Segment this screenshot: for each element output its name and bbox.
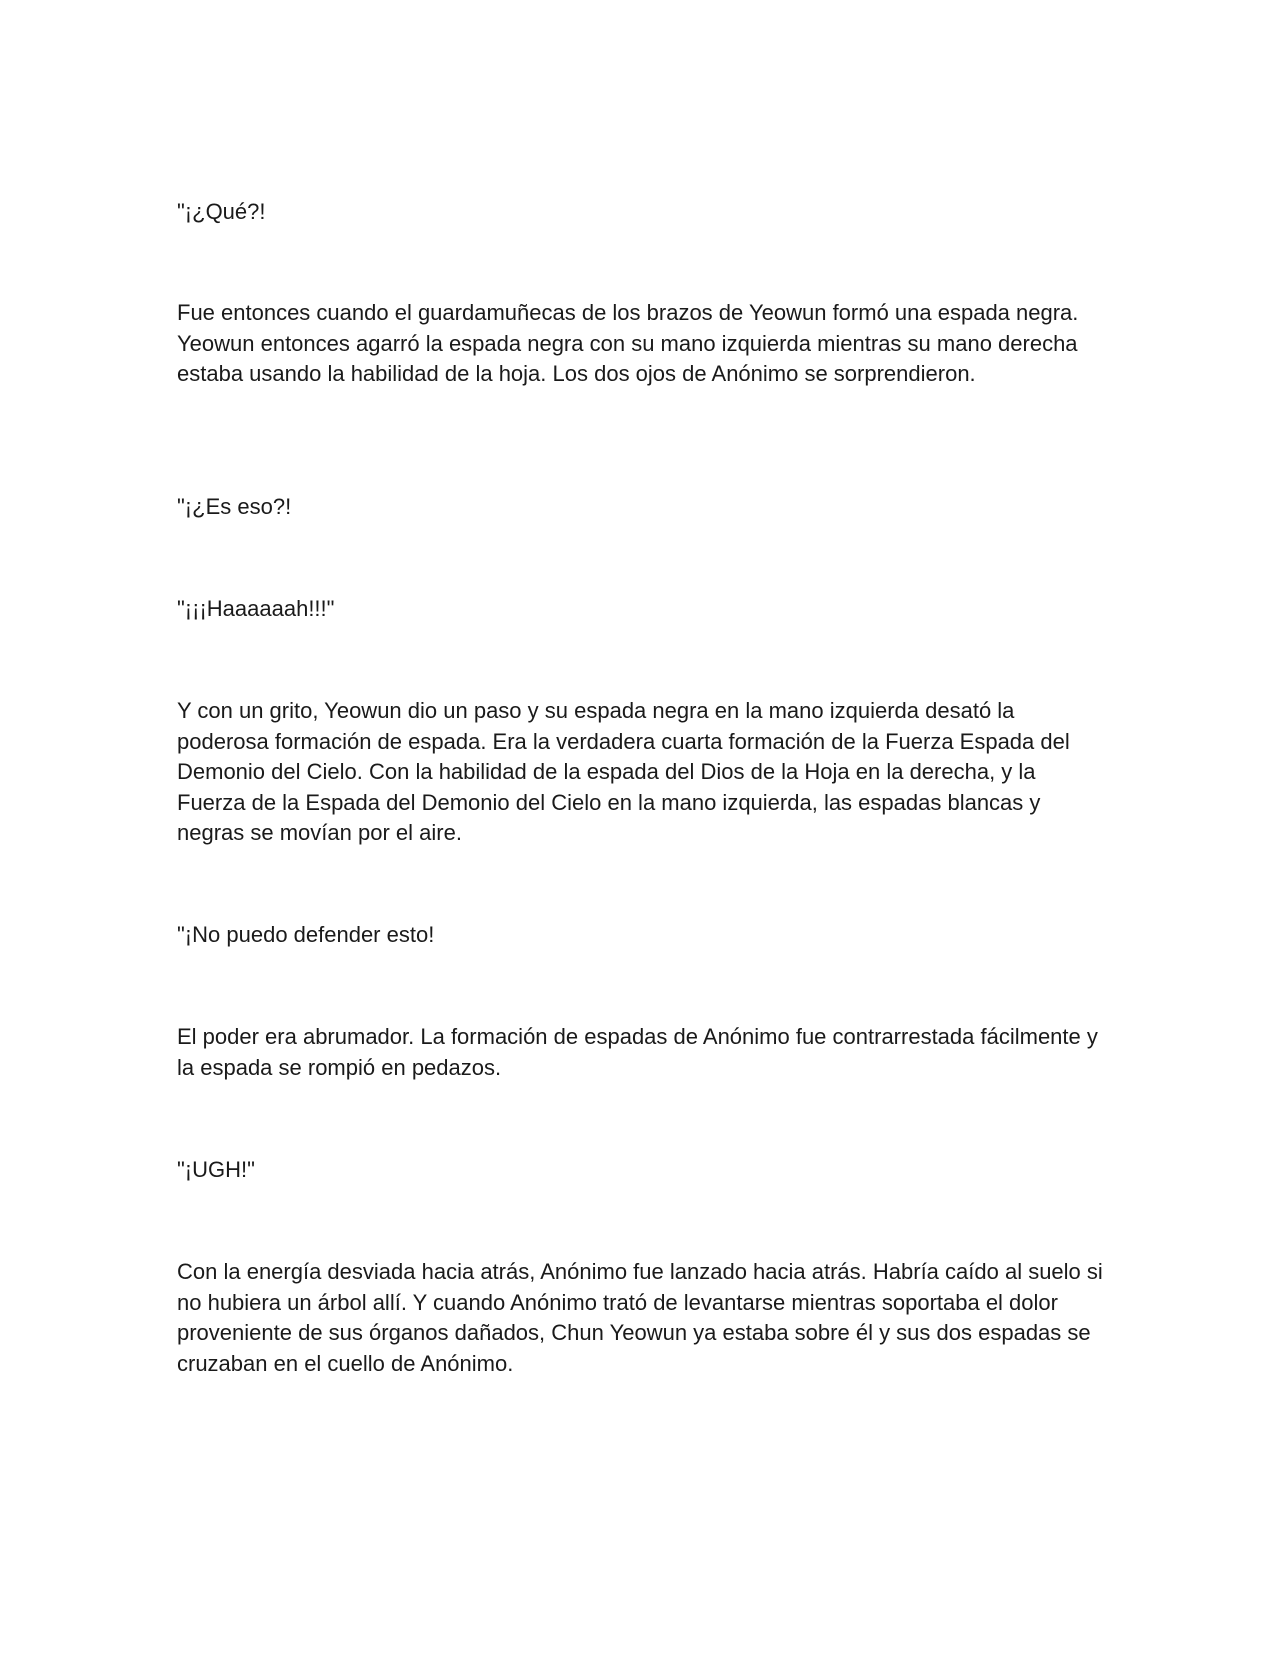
dialogue-line: "¡¿Qué?! [177,199,266,224]
narration-paragraph: Fue entonces cuando el guardamuñecas de los brazos de Yeowun formó una espada negra. Yeowun entonces agarró la espada negra con su mano izquierda mientras su mano derecha estaba usando la habilidad de la hoja. Los dos ojos de Anónimo se sorprendieron. [177,300,1079,386]
narration-paragraph: Y con un grito, Yeowun dio un paso y su espada negra en la mano izquierda desató la poderosa formación de espada. Era la verdadera cuarta formación de la Fuerza Espada del Demonio del Cielo. Con la habilidad de la espada del Dios de la Hoja en la derecha, y la Fuerza de la Espada del Demonio del Cielo en la mano izquierda, las espadas blancas y negras se movían por el aire. [177,698,1070,845]
dialogue-line: "¡¿Es eso?! [177,494,292,519]
dialogue-line: "¡¡¡Haaaaaah!!!" [177,596,335,621]
dialogue-line: "¡UGH!" [177,1157,255,1182]
dialogue-line: "¡No puedo defender esto! [177,922,435,947]
narration-paragraph: Con la energía desviada hacia atrás, Anónimo fue lanzado hacia atrás. Habría caído al suelo si no hubiera un árbol allí. Y cuando Anónimo trató de levantarse mientras soportaba el dolor proveniente de sus órganos dañados, Chun Yeowun ya estaba sobre él y sus dos espadas se cruzaban en el cuello de Anónimo. [177,1259,1103,1376]
narration-paragraph: El poder era abrumador. La formación de espadas de Anónimo fue contrarrestada fácilmente y la espada se rompió en pedazos. [177,1024,1098,1080]
